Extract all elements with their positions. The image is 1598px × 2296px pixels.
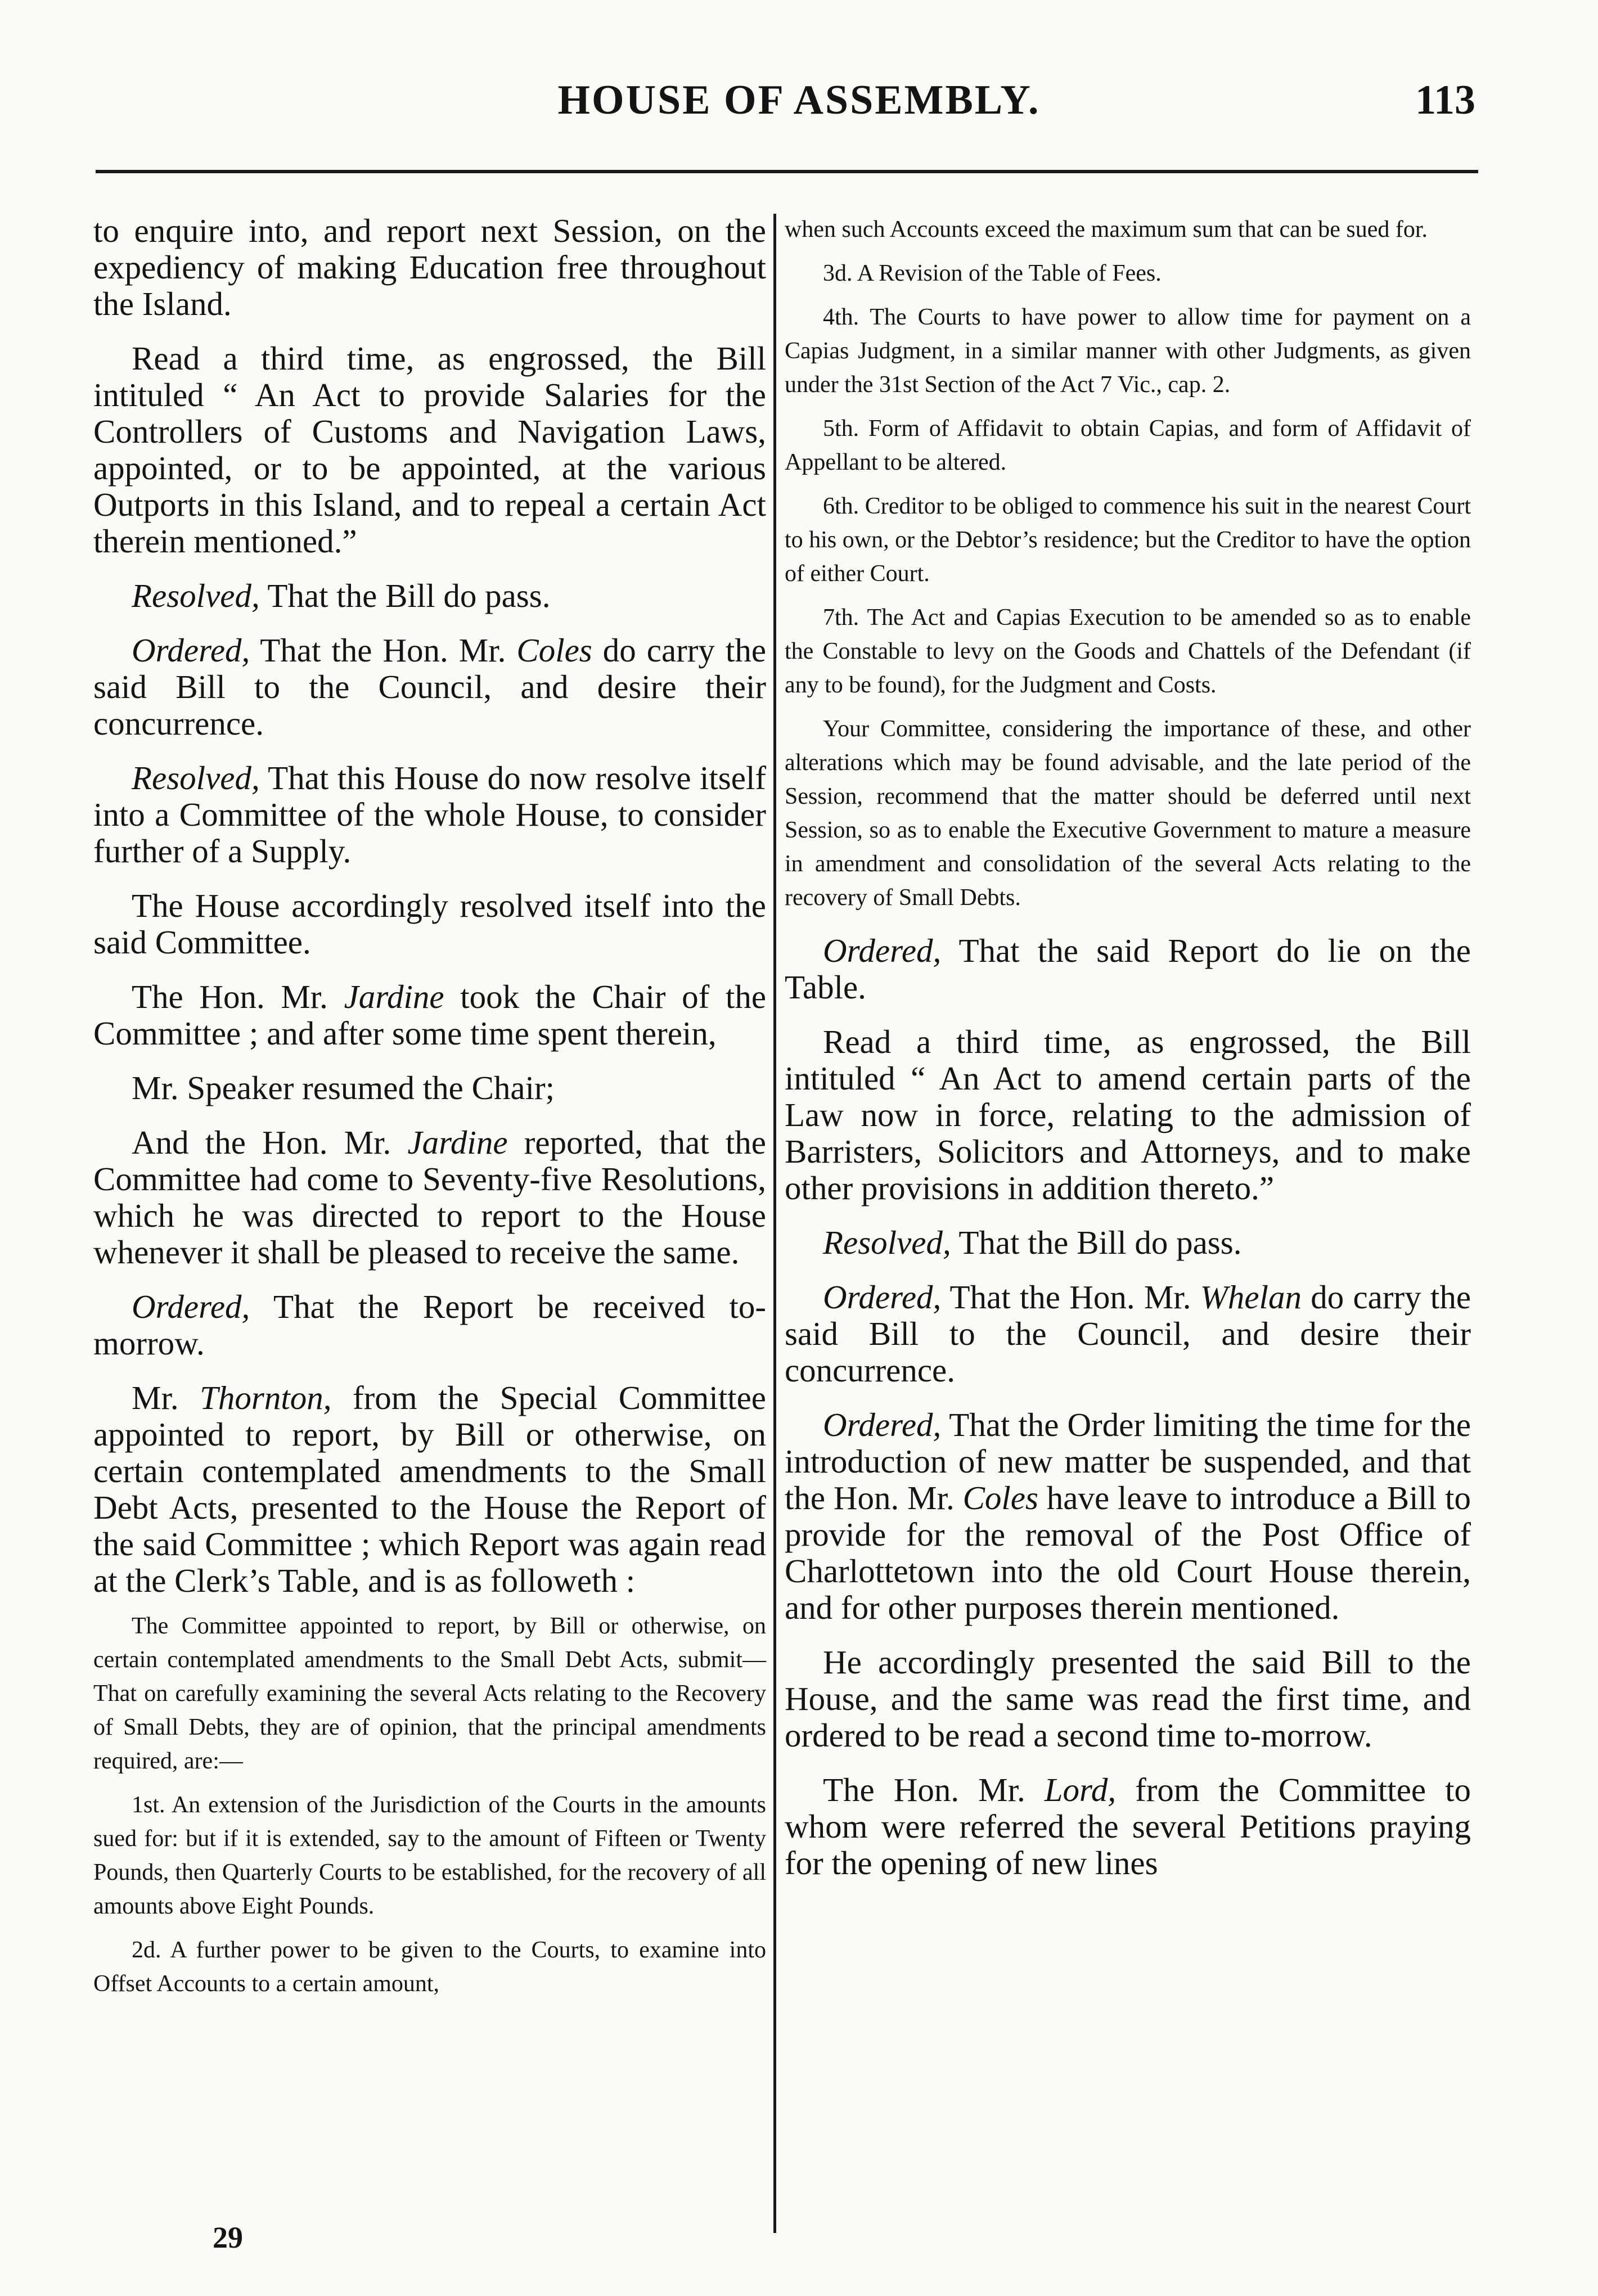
member-name: Coles [962,1479,1038,1516]
report-paragraph: 7th. The Act and Capias Execution to be amended so as to enable the Constable to levy on the Goods and Chattels of the Defendant (if any to be found), for the Judgment and Costs. [785,605,1471,698]
paragraph: Ordered, That the Hon. Mr. Coles do carry the said Bill to the Council, and desire their concurrence. [93,632,767,742]
paragraph: Read a third time, as engrossed, the Bill intituled “ An Act to provide Salaries for the Controllers of Customs and Navigation Laws, appointed, or to be appointed, at the various Outports in this Island, and to repeal a certain Act therein mentioned.” [93,340,766,560]
paragraph: Read a third time, as engrossed, the Bill intituled “ An Act to amend certain parts of the Law now in force, relating to the admission of Barristers, Solicitors and Attorneys, and to make other provisions in addition thereto.” [785,1023,1471,1206]
member-name: Whelan [1200,1278,1302,1316]
right-column [785,213,1471,1881]
report-paragraph: when such Accounts exceed the maximum sum that can be sued for. [785,217,1428,242]
paragraph: Mr. Thornton, from the Special Committee appointed to report, by Bill or otherwise, on certain contemplated amendments to the Small Debt Acts, presented to the House the Report of the said Committee ; which Report was again read at the Clerk’s Table, and is as followeth : [93,1379,766,1599]
report-paragraph: 6th. Creditor to be obliged to commence his suit in the nearest Court to his own, or the Debtor’s residence; but the Creditor to have the option of either Court. [785,493,1471,587]
order-label: Ordered, [132,632,250,669]
paragraph: Ordered, That the Hon. Mr. Whelan do carry the said Bill to the Council, and desire their concurrence. [785,1278,1471,1389]
member-name: Jardine [407,1124,508,1161]
header-rule [96,170,1478,173]
paragraph: The House accordingly resolved itself into the said Committee. [93,887,766,961]
left-column [93,213,766,2001]
report-paragraph: 2d. A further power to be given to the Courts, to examine into Offset Accounts to a certain amount, [93,1937,766,1997]
paragraph: Ordered, That the said Report do lie on the Table. [785,932,1471,1006]
report-paragraph: 4th. The Courts to have power to allow time for payment on a Capias Judgment, in a similar manner with other Judgments, as given under the 31st Section of the Act 7 Vic., cap. 2. [785,304,1471,398]
report-paragraph: 1st. An extension of the Jurisdiction of the Courts in the amounts sued for: but if it is extended, say to the amount of Fifteen or Twenty Pounds, then Quarterly Courts to be established, for the recovery of all amounts above Eight Pounds. [93,1792,766,1919]
order-label: Ordered, [823,1278,942,1316]
page-number: 113 [1415,77,1475,123]
paragraph: The Hon. Mr. Lord, from the Committee to whom were referred the several Petitions praying for the opening of new lines [785,1771,1471,1881]
resolution-label: Resolved, [132,577,260,614]
paragraph: Resolved, That the Bill do pass. [823,1224,1242,1261]
member-name: Jardine [344,978,444,1015]
order-label: Ordered, [132,1288,250,1325]
paragraph: Resolved, That the Bill do pass. [132,577,551,614]
member-name: Thornton, [200,1379,332,1416]
column-divider [773,214,776,2233]
resolution-label: Resolved, [132,759,260,796]
paragraph: to enquire into, and report next Session, on the expediency of making Education free throughout the Island. [93,212,766,322]
order-label: Ordered, [823,932,942,969]
signature-mark: 29 [213,2221,243,2254]
paragraph: Ordered, That the Order limiting the time for the introduction of new matter be suspended, and that the Hon. Mr. Coles have leave to introduce a Bill to provide for the removal of the Post Office of Charlottetown into the old Court House therein, and for other purposes therein mentioned. [785,1406,1471,1626]
report-paragraph: 5th. Form of Affidavit to obtain Capias, and form of Affidavit of Appellant to be altered. [785,416,1471,475]
page-title: HOUSE OF ASSEMBLY. [557,77,1041,123]
resolution-label: Resolved, [823,1224,951,1261]
paragraph: Resolved, That this House do now resolve itself into a Committee of the whole House, to consider further of a Supply. [93,759,766,870]
report-paragraph: 3d. A Revision of the Table of Fees. [823,260,1162,286]
paragraph: The Hon. Mr. Jardine took the Chair of the Committee ; and after some time spent therein, [93,978,767,1052]
paragraph: Mr. Speaker resumed the Chair; [132,1069,555,1106]
member-name: Coles [516,632,592,669]
report-paragraph: The Committee appointed to report, by Bill or otherwise, on certain contemplated amendments to the Small Debt Acts, submit—That on carefully examining the several Acts relating to the Recovery of Small Debts, they are of opinion, that the principal amendments required, are:— [93,1613,766,1774]
order-label: Ordered, [823,1406,942,1443]
member-name: Lord, [1044,1771,1117,1808]
paragraph: He accordingly presented the said Bill to the House, and the same was read the first time, and ordered to be read a second time to-morrow. [785,1644,1471,1754]
paragraph: Ordered, That the Report be received to-morrow. [93,1288,766,1362]
report-paragraph: Your Committee, considering the importance of these, and other alterations which may be found advisable, and the late period of the Session, recommend that the matter should be deferred until next Session, so as to enable the Executive Government to mature a measure in amendment and consolidation of the several Acts relating to the recovery of Small Debts. [785,716,1471,911]
paragraph: And the Hon. Mr. Jardine reported, that the Committee had come to Seventy-five Resolutions, which he was directed to report to the House whenever it shall be pleased to receive the same. [93,1124,766,1271]
